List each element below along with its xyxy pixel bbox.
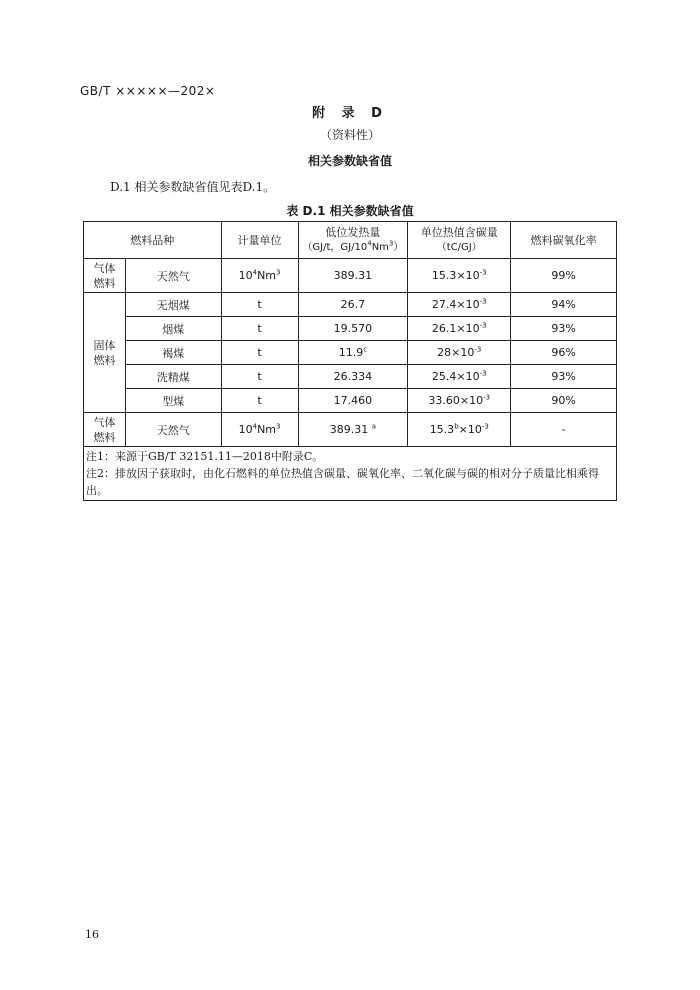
- header-carbon-line2: （tC/GJ）: [436, 242, 482, 253]
- fuel-cell: 天然气: [125, 413, 221, 447]
- oxidation-cell: 94%: [511, 293, 617, 317]
- table-row: [84, 389, 617, 413]
- unit-cell: t: [221, 293, 298, 317]
- fuel-cell: 无烟煤: [125, 293, 221, 317]
- table-header-row: [84, 222, 617, 259]
- oxidation-cell: 99%: [511, 259, 617, 293]
- ncv-cell: 11.9$^c$: [298, 341, 408, 365]
- section-title: 相关参数缺省值: [307, 154, 392, 168]
- ncv-cell: 26.334: [298, 365, 408, 389]
- table-row: [84, 317, 617, 341]
- carbon-cell: $25.4\times 10^{-3}$: [408, 365, 511, 389]
- table-notes-row: [84, 447, 617, 501]
- standard-code-header: GB/T ×××××—202×: [80, 84, 216, 98]
- oxidation-cell: 93%: [511, 317, 617, 341]
- note-2: 注2：排放因子获取时，由化石燃料的单位热值含碳量、碳氧化率、二氧化碳与碳的相对分子质量比相乘得出。: [86, 467, 599, 497]
- carbon-cell: $15.3^b\times 10^{-3}$: [408, 413, 511, 447]
- category-cell: 气体 燃料: [84, 413, 126, 447]
- page-number: 16: [85, 928, 99, 941]
- unit-cell: t: [221, 341, 298, 365]
- carbon-cell: $28\times 10^{-3}$: [408, 341, 511, 365]
- header-carbon-content: [408, 222, 511, 259]
- table-row: [84, 293, 617, 317]
- unit-cell: t: [221, 365, 298, 389]
- carbon-cell: $15.3\times 10^{-3}$: [408, 259, 511, 293]
- note-1: 注1：来源于GB/T 32151.11—2018中附录C。: [86, 450, 324, 463]
- appendix-title: 附 录 D: [312, 106, 388, 121]
- header-oxidation-rate: 燃料碳氧化率: [511, 222, 617, 259]
- fuel-cell: 烟煤: [125, 317, 221, 341]
- table-row: [84, 341, 617, 365]
- header-ncv: [298, 222, 408, 259]
- clause-d1: D.1 相关参数缺省值见表D.1。: [110, 180, 276, 194]
- ncv-cell: 17.460: [298, 389, 408, 413]
- fuel-cell: 褐煤: [125, 341, 221, 365]
- category-cell: 固体 燃料: [84, 293, 126, 413]
- fuel-cell: 洗精煤: [125, 365, 221, 389]
- unit-cell: t: [221, 317, 298, 341]
- header-fuel-type: 燃料品种: [84, 222, 222, 259]
- table-row: [84, 413, 617, 447]
- fuel-cell: 型煤: [125, 389, 221, 413]
- header-carbon-line1: 单位热值含碳量: [420, 226, 498, 239]
- carbon-cell: $26.1\times 10^{-3}$: [408, 317, 511, 341]
- category-cell: 气体 燃料: [84, 259, 126, 293]
- appendix-nature: （资料性）: [319, 128, 380, 142]
- ncv-cell: 389.31: [298, 259, 408, 293]
- header-unit: 计量单位: [221, 222, 298, 259]
- header-ncv-line2: （GJ/t，$GJ/10^4Nm^3$）: [302, 239, 404, 253]
- table-caption: 表 D.1 相关参数缺省值: [286, 204, 414, 218]
- unit-cell: $10^4Nm^3$: [221, 413, 298, 447]
- carbon-cell: $33.60\times 10^{-3}$: [408, 389, 511, 413]
- oxidation-cell: -: [511, 413, 617, 447]
- fuel-cell: 天然气: [125, 259, 221, 293]
- table-notes: [84, 447, 617, 501]
- carbon-cell: $27.4\times 10^{-3}$: [408, 293, 511, 317]
- header-ncv-line1: 低位发热量: [325, 226, 381, 239]
- oxidation-cell: 96%: [511, 341, 617, 365]
- unit-cell: $10^4Nm^3$: [221, 259, 298, 293]
- table-row: [84, 259, 617, 293]
- unit-cell: t: [221, 389, 298, 413]
- oxidation-cell: 90%: [511, 389, 617, 413]
- ncv-cell: 19.570: [298, 317, 408, 341]
- oxidation-cell: 93%: [511, 365, 617, 389]
- ncv-cell: 26.7: [298, 293, 408, 317]
- parameters-table: [83, 221, 617, 501]
- ncv-cell: 389.31 $^a$: [298, 413, 408, 447]
- table-row: [84, 365, 617, 389]
